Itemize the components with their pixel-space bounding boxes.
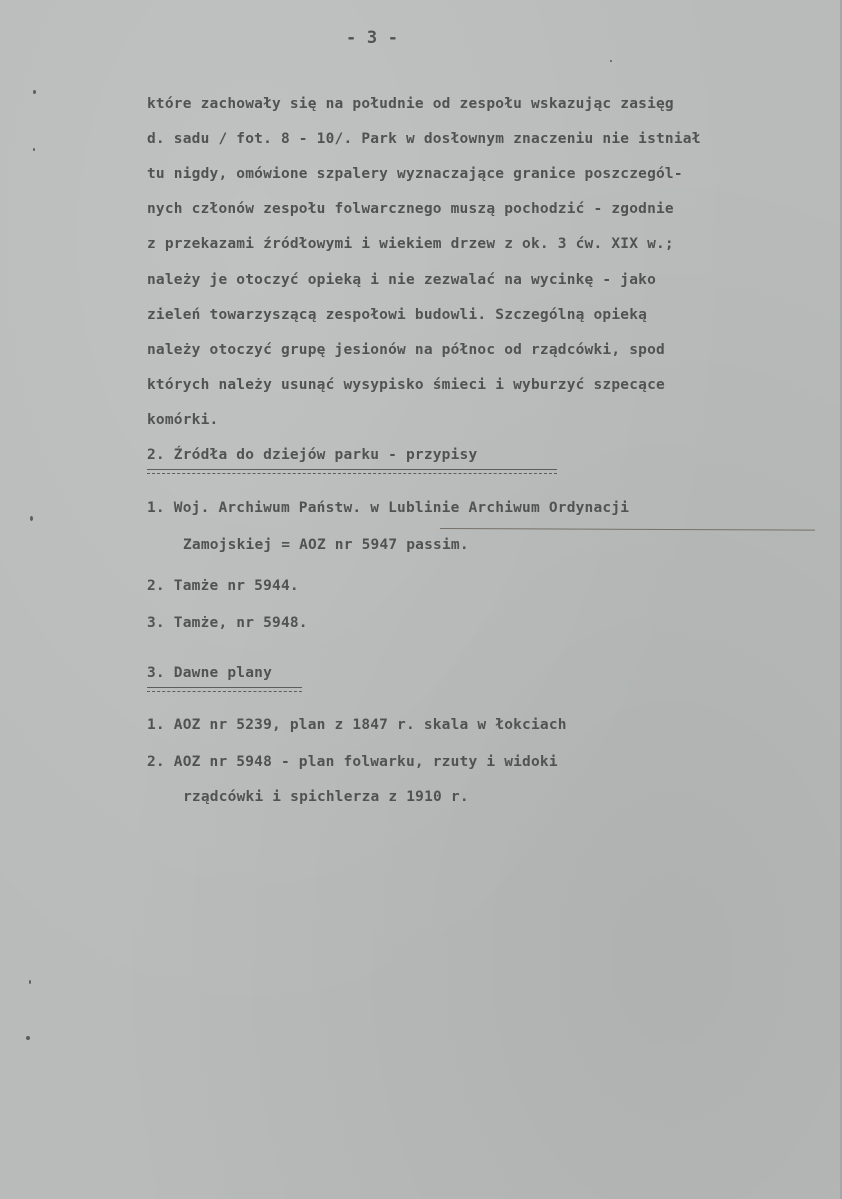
- section-3-heading-underline: [147, 687, 302, 692]
- paragraph-line: należy je otoczyć opieką i nie zezwalać na wycinkę - jako: [147, 272, 656, 288]
- paragraph-line: tu nigdy, omówione szpalery wyznaczające granice poszczegól-: [147, 166, 683, 182]
- paragraph-line: komórki.: [147, 412, 219, 428]
- margin-speck: [33, 148, 35, 151]
- paragraph-line: z przekazami źródłowymi i wiekiem drzew z ok. 3 ćw. XIX w.;: [147, 236, 674, 252]
- paragraph-line: nych członów zespołu folwarcznego muszą pochodzić - zgodnie: [147, 201, 674, 217]
- paragraph-line: należy otoczyć grupę jesionów na północ od rządcówki, spod: [147, 342, 665, 358]
- margin-speck: [610, 60, 612, 62]
- section-2-item-1-line-1: 1. Woj. Archiwum Państw. w Lublinie Archiwum Ordynacji: [147, 500, 630, 516]
- section-3-item-2-line-1: 2. AOZ nr 5948 - plan folwarku, rzuty i widoki: [147, 754, 558, 770]
- section-2-item-2: 2. Tamże nr 5944.: [147, 578, 299, 594]
- paragraph-line: których należy usunąć wysypisko śmieci i wyburzyć szpecące: [147, 377, 665, 393]
- margin-speck: [26, 1036, 30, 1040]
- section-2-heading: 2. Źródła do dziejów parku - przypisy: [147, 447, 478, 463]
- section-3-item-1: 1. AOZ nr 5239, plan z 1847 r. skala w łokciach: [147, 717, 567, 733]
- section-2-heading-underline: [147, 469, 557, 474]
- section-3-heading: 3. Dawne plany: [147, 665, 273, 681]
- section-2-item-1-line-2: Zamojskiej = AOZ nr 5947 passim.: [183, 537, 469, 553]
- page-number: - 3 -: [346, 28, 399, 48]
- paragraph-line: które zachowały się na południe od zespołu wskazując zasięg: [147, 96, 674, 112]
- horizontal-rule: [440, 528, 815, 531]
- margin-speck: [30, 516, 33, 521]
- paragraph-line: d. sadu / fot. 8 - 10/. Park w dosłownym znaczeniu nie istniał: [147, 131, 701, 147]
- paragraph-line: zieleń towarzyszącą zespołowi budowli. Szczególną opieką: [147, 307, 648, 323]
- section-2-item-3: 3. Tamże, nr 5948.: [147, 615, 308, 631]
- margin-speck: [33, 90, 36, 94]
- section-3-item-2-line-2: rządcówki i spichlerza z 1910 r.: [183, 789, 469, 805]
- margin-speck: [29, 980, 31, 984]
